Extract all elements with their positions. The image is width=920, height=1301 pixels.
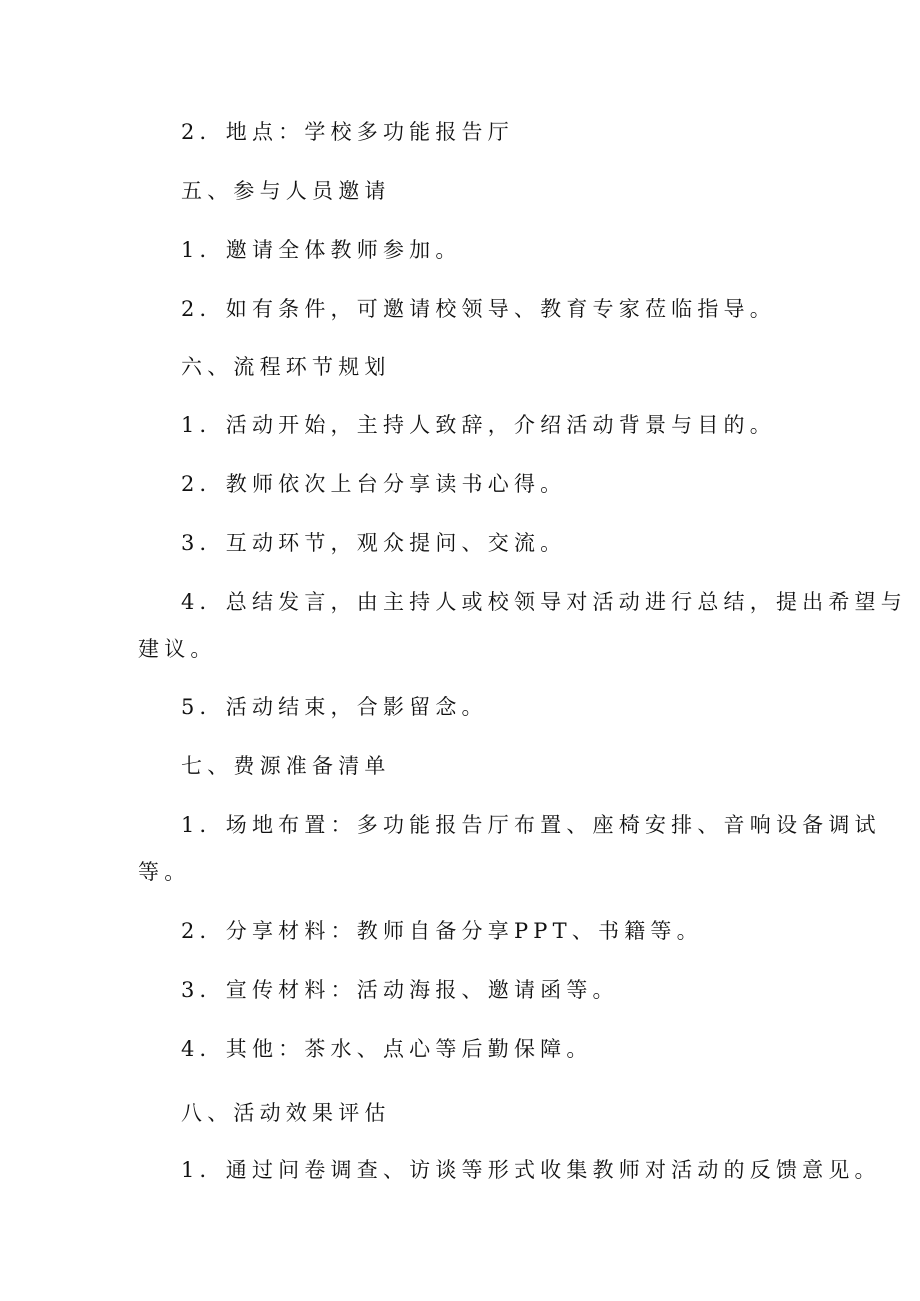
resources-item-4: 4．其他：茶水、点心等后勤保障。: [181, 1037, 593, 1061]
resources-item-1: 1．场地布置：多功能报告厅布置、座椅安排、音响设备调试: [181, 813, 881, 837]
venue-item: 2．地点：学校多功能报告厅: [181, 120, 514, 144]
process-item-3: 3．互动环节，观众提问、交流。: [181, 531, 567, 555]
process-item-2: 2．教师依次上台分享读书心得。: [181, 472, 567, 496]
resources-item-2: 2．分享材料：教师自备分享PPT、书籍等。: [181, 919, 703, 943]
process-item-1: 1．活动开始，主持人致辞，介绍活动背景与目的。: [181, 413, 776, 437]
section-heading-evaluation: 八、活动效果评估: [181, 1101, 391, 1125]
process-item-5: 5．活动结束，合影留念。: [181, 695, 488, 719]
process-item-4: 4．总结发言，由主持人或校领导对活动进行总结，提出希望与: [181, 590, 907, 614]
resources-item-1-continued: 等。: [138, 860, 191, 884]
section-heading-process: 六、流程环节规划: [181, 355, 391, 379]
participants-item-1: 1．邀请全体教师参加。: [181, 238, 462, 262]
resources-item-3: 3．宣传材料：活动海报、邀请函等。: [181, 978, 619, 1002]
process-item-4-continued: 建议。: [138, 637, 217, 661]
evaluation-item-1: 1．通过问卷调查、访谈等形式收集教师对活动的反馈意见。: [181, 1158, 881, 1182]
section-heading-participants: 五、参与人员邀请: [181, 179, 391, 203]
participants-item-2: 2．如有条件，可邀请校领导、教育专家莅临指导。: [181, 297, 776, 321]
section-heading-resources: 七、费源准备清单: [181, 754, 391, 778]
